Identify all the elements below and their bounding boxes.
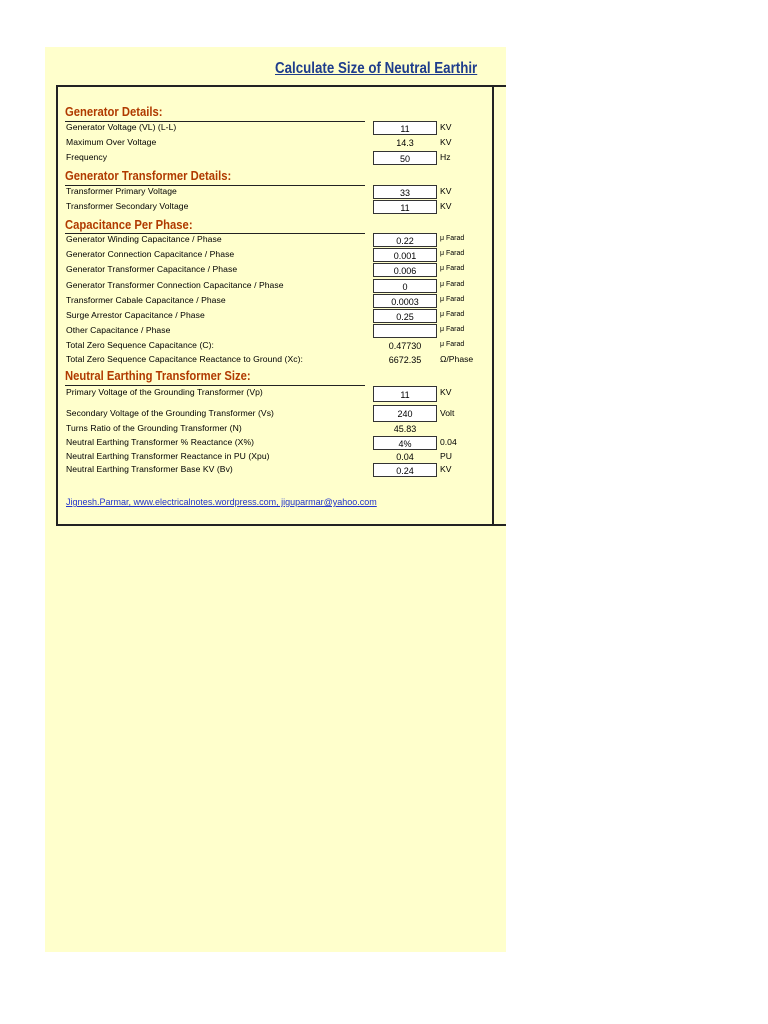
row-transformer-secondary <box>45 200 506 215</box>
turns-ratio-value: 45.83 <box>393 424 417 434</box>
row-label: Generator Connection Capacitance / Phase <box>66 249 235 259</box>
row-unit: KV <box>440 137 452 147</box>
row-label: Total Zero Sequence Capacitance Reactance to Ground (Xc): <box>66 354 303 364</box>
row-label: Maximum Over Voltage <box>66 137 157 147</box>
row-label: Generator Winding Capacitance / Phase <box>66 234 222 244</box>
reactance-pct-input[interactable]: 4% <box>373 436 437 450</box>
section-capacitance-per-phase: Capacitance Per Phase: <box>65 218 193 232</box>
row-unit: KV <box>440 186 452 196</box>
row-base-kv <box>45 463 506 478</box>
row-unit: Hz <box>440 152 451 162</box>
row-frequency <box>45 151 506 166</box>
author-link[interactable]: Jignesh.Parmar, www.electricalnotes.wordpress.com, jiguparmar@yahoo.com <box>66 497 377 507</box>
gen-tr-conn-cap-input[interactable]: 0 <box>373 279 437 293</box>
row-unit: PU <box>440 451 452 461</box>
row-label: Primary Voltage of the Grounding Transformer (Vp) <box>66 387 263 397</box>
vs-input[interactable]: 240 <box>373 405 437 422</box>
row-label: Neutral Earthing Transformer Reactance in PU (Xpu) <box>66 451 270 461</box>
total-cap-value: 0.47730 <box>388 341 422 351</box>
row-unit: Volt <box>440 408 455 418</box>
row-turns <box>45 422 506 437</box>
row-unit: μ Farad <box>440 311 465 318</box>
section-net-size: Neutral Earthing Transformer Size: <box>65 369 251 383</box>
row-total-xc <box>45 353 506 368</box>
page-title: Calculate Size of Neutral Earthir <box>275 60 478 77</box>
row-surge-cap <box>45 309 506 324</box>
row-label: Neutral Earthing Transformer % Reactance (X%) <box>66 437 255 447</box>
row-reactance-pct <box>45 436 506 451</box>
row-unit: KV <box>440 387 452 397</box>
section-generator-details: Generator Details: <box>65 105 163 119</box>
total-xc-value: 6672.35 <box>388 355 422 365</box>
row-gen-tr-cap <box>45 263 506 278</box>
row-label: Secondary Voltage of the Grounding Transformer (Vs) <box>66 408 274 418</box>
row-gen-tr-conn-cap <box>45 279 506 294</box>
row-unit: μ Farad <box>440 265 465 272</box>
gen-winding-cap-input[interactable]: 0.22 <box>373 233 437 247</box>
surge-cap-input[interactable]: 0.25 <box>373 309 437 323</box>
row-label: Frequency <box>66 152 108 162</box>
row-label: Turns Ratio of the Grounding Transformer (N) <box>66 423 242 433</box>
row-generator-voltage <box>45 121 506 136</box>
row-other-cap <box>45 324 506 339</box>
row-label: Generator Transformer Capacitance / Phase <box>66 264 238 274</box>
row-total-cap <box>45 339 506 354</box>
row-label: Generator Voltage (VL) (L-L) <box>66 122 177 132</box>
row-label: Other Capacitance / Phase <box>66 325 171 335</box>
row-max-over-voltage <box>45 136 506 151</box>
other-cap-input[interactable] <box>373 324 437 338</box>
reactance-pu-value: 0.04 <box>396 452 414 462</box>
row-transformer-primary <box>45 185 506 200</box>
vp-input[interactable]: 11 <box>373 386 437 402</box>
row-unit: KV <box>440 201 452 211</box>
section-generator-transformer-details: Generator Transformer Details: <box>65 169 232 183</box>
transformer-primary-input[interactable]: 33 <box>373 185 437 199</box>
row-label: Transformer Secondary Voltage <box>66 201 189 211</box>
row-unit: μ Farad <box>440 296 465 303</box>
row-unit: Ω/Phase <box>440 354 474 364</box>
row-gen-winding-cap <box>45 233 506 248</box>
row-tr-cable-cap <box>45 294 506 309</box>
spreadsheet-sheet <box>45 47 506 952</box>
max-over-voltage-value: 14.3 <box>396 138 414 148</box>
row-unit: KV <box>440 464 452 474</box>
base-kv-value: 0.24 <box>373 463 437 477</box>
frequency-input[interactable]: 50 <box>373 151 437 165</box>
gen-conn-cap-input[interactable]: 0.001 <box>373 248 437 262</box>
gen-tr-cap-input[interactable]: 0.006 <box>373 263 437 277</box>
row-gen-conn-cap <box>45 248 506 263</box>
row-vs <box>45 405 506 420</box>
generator-voltage-input[interactable]: 11 <box>373 121 437 135</box>
row-unit: μ Farad <box>440 235 465 242</box>
row-label: Neutral Earthing Transformer Base KV (Bv) <box>66 464 233 474</box>
row-label: Total Zero Sequence Capacitance (C): <box>66 340 214 350</box>
row-unit: KV <box>440 122 452 132</box>
row-label: Generator Transformer Connection Capacitance / Phase <box>66 280 284 290</box>
transformer-secondary-input[interactable]: 11 <box>373 200 437 214</box>
row-label: Transformer Primary Voltage <box>66 186 177 196</box>
row-label: Surge Arrestor Capacitance / Phase <box>66 310 205 320</box>
row-unit: 0.04 <box>440 437 457 447</box>
tr-cable-cap-input[interactable]: 0.0003 <box>373 294 437 308</box>
row-unit: μ Farad <box>440 341 465 348</box>
row-unit: μ Farad <box>440 281 465 288</box>
row-unit: μ Farad <box>440 250 465 257</box>
row-unit: μ Farad <box>440 326 465 333</box>
row-label: Transformer Cabale Capacitance / Phase <box>66 295 226 305</box>
row-vp <box>45 386 506 401</box>
